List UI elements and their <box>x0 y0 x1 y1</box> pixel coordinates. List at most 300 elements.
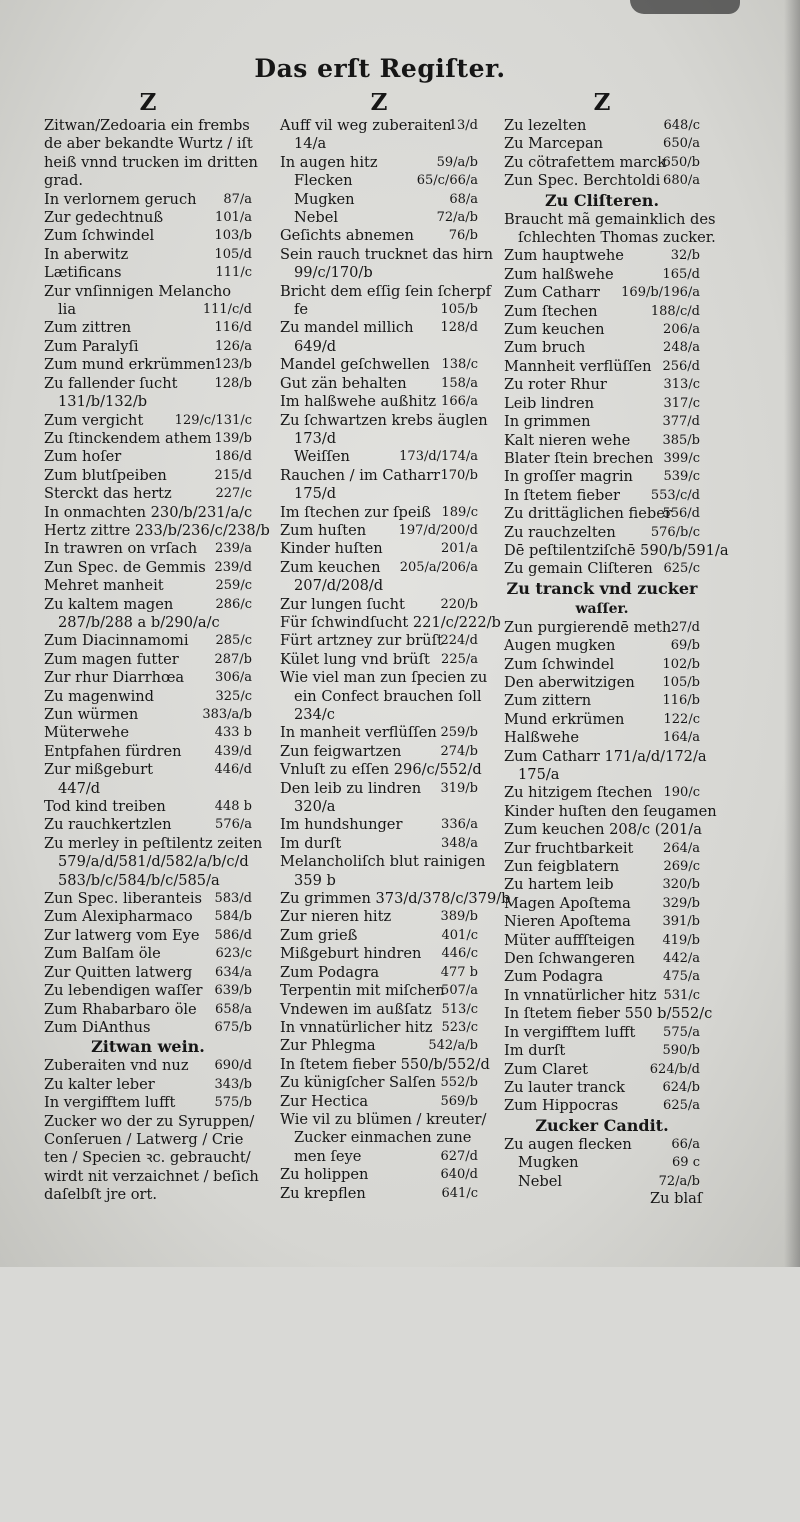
entry-text: Lætificans <box>44 264 122 282</box>
index-entry <box>44 596 252 614</box>
index-entry <box>280 982 478 1000</box>
page-reference: 624/b/d <box>649 1061 700 1077</box>
page-reference: 224/d <box>440 633 478 649</box>
page-reference: 76/b <box>448 228 478 244</box>
entry-text: Zu kalter leber <box>44 1075 155 1093</box>
page-reference: 129/c/131/c <box>174 412 252 428</box>
index-entry <box>280 687 482 706</box>
index-entry <box>504 413 700 431</box>
entry-text: Mugken <box>294 190 355 208</box>
index-entry <box>280 209 478 227</box>
page-reference: 539/c <box>663 469 700 485</box>
entry-text: Zu Marcepan <box>504 135 604 153</box>
page-reference: 169/b/196/a <box>621 285 700 301</box>
page-reference: 639/b <box>214 983 252 999</box>
entry-text: In grimmen <box>504 413 591 431</box>
index-entry <box>44 761 252 779</box>
entry-text: Zu rauchzelten <box>504 523 616 541</box>
page-reference: 343/b <box>214 1076 252 1092</box>
entry-text: Zum bruch <box>504 339 586 357</box>
page-reference: 391/b <box>662 914 700 930</box>
page-reference: 553/c/d <box>650 487 700 503</box>
page-reference: 575/a <box>663 1024 700 1040</box>
index-entry <box>504 1154 700 1172</box>
index-entry <box>504 247 700 265</box>
entry-text: Mannheit verflüſſen <box>504 357 652 375</box>
page-reference: 442/a <box>663 951 700 967</box>
entry-text: Zuberaiten vnd nuz <box>44 1057 189 1075</box>
index-entry <box>44 338 252 356</box>
index-entry <box>280 264 478 282</box>
page-reference: 105/b <box>440 302 478 318</box>
entry-text: Zun Spec. de Gemmis <box>44 558 206 576</box>
page-reference: 186/d <box>214 449 252 465</box>
index-entry <box>504 802 717 821</box>
page-reference: 189/c <box>441 504 478 520</box>
page-reference: 523/c <box>441 1019 478 1035</box>
index-entry <box>280 319 478 337</box>
subheading-cliſteren: Zu Cliſteren. <box>544 190 660 210</box>
page-reference: 590/b <box>662 1043 700 1059</box>
entry-text: 175/d <box>294 485 337 503</box>
index-entry <box>280 1148 478 1166</box>
entry-text: In ſtetem fieber <box>504 486 621 504</box>
index-entry <box>280 596 478 614</box>
entry-text: Wie vil zu blümen / kreuter/ <box>280 1110 487 1128</box>
entry-text: Zum keuchen 208/c (201/a <box>504 821 702 839</box>
entry-text: Zum Diacinnamomi <box>44 632 189 650</box>
entry-text: Zum keuchen <box>280 558 381 576</box>
index-entry <box>280 430 478 448</box>
entry-text: Vnluſt zu eſſen 296/c/552/d <box>280 761 482 779</box>
page-reference: 190/c <box>663 785 700 801</box>
page-reference: 624/b <box>662 1079 700 1095</box>
index-entry <box>504 154 700 172</box>
entry-text: lia <box>58 301 77 319</box>
entry-text: 649/d <box>294 337 337 355</box>
entry-text: 579/a/d/581/d/582/a/b/c/d <box>58 853 249 871</box>
entry-text: men ſeye <box>294 1147 362 1165</box>
index-entry <box>280 448 478 466</box>
page-reference: 513/c <box>441 1001 478 1017</box>
entry-text: Geſichts abnemen <box>280 227 414 245</box>
entry-text: Kinder huſten den ſeugamen <box>504 802 717 820</box>
index-entry <box>280 1074 478 1092</box>
index-entry <box>44 927 252 945</box>
entry-text: Zur nieren hitz <box>280 908 392 926</box>
entry-text: Zun feigblatern <box>504 858 620 876</box>
entry-text: Fürt artzney zur brüſt <box>280 632 443 650</box>
entry-text: Zum ſtechen <box>504 302 598 320</box>
page-reference: 65/c/66/a <box>416 173 478 189</box>
entry-text: Zu lezelten <box>504 117 587 134</box>
index-entry <box>504 950 700 968</box>
index-entry <box>280 780 478 798</box>
index-entry <box>44 890 252 908</box>
index-entry <box>280 1019 478 1037</box>
page-reference: 264/a <box>663 840 700 856</box>
entry-text: Müterwehe <box>44 724 129 742</box>
page-reference: 320/b <box>662 877 700 893</box>
index-entry <box>44 669 252 687</box>
index-entry <box>280 504 478 522</box>
entry-text: Zum Claret <box>504 1060 589 1078</box>
entry-zitwan-intro <box>44 117 258 191</box>
index-entry <box>44 945 252 963</box>
entry-text: Zum Balſam öle <box>44 945 161 963</box>
entry-text: Weiſſen <box>294 448 350 466</box>
index-entry <box>280 890 511 908</box>
entry-text: Zum zittren <box>44 319 132 337</box>
page-reference: 401/c <box>441 927 478 943</box>
index-entry <box>504 117 700 135</box>
page-reference: 313/c <box>663 377 700 393</box>
page-reference: 66/a <box>671 1136 700 1152</box>
index-entry <box>504 541 729 560</box>
entry-text: Zur mißgeburt <box>44 761 153 779</box>
index-entry <box>504 524 700 542</box>
entry-line: de aber bekandte Wurtz / iſt <box>44 135 253 153</box>
page-reference: 584/b <box>214 909 252 925</box>
index-entry <box>504 339 700 357</box>
index-entry <box>504 858 700 876</box>
entry-text: 207/d/208/d <box>294 577 384 595</box>
index-entry <box>280 798 478 816</box>
index-entry <box>280 669 488 687</box>
entry-text: Mugken <box>518 1154 579 1172</box>
page-reference: 329/b <box>662 895 700 911</box>
page-reference: 583/d <box>214 891 252 907</box>
index-entry <box>280 1166 478 1184</box>
page-reference: 377/d <box>662 414 700 430</box>
index-entry <box>280 559 478 577</box>
page-edge-shadow <box>784 0 800 1267</box>
entry-text: Kalt nieren wehe <box>504 431 631 449</box>
page-reference: 101/a <box>215 210 252 226</box>
index-entry <box>280 816 478 834</box>
entry-text: In vnnatürlicher hitz <box>280 1018 433 1036</box>
index-entry <box>44 632 252 650</box>
entry-text: 447/d <box>58 779 101 797</box>
entry-text: Im halßwehe außhitz <box>280 393 437 411</box>
entry-text: Zur vnſinnigen Melancho <box>44 282 232 300</box>
entry-text: In groſſer magrin <box>504 468 633 486</box>
entry-text: 173/d <box>294 429 337 447</box>
index-entry <box>44 908 252 926</box>
index-entry <box>44 264 252 282</box>
entry-text: In ſtetem fieber 550/b/552/d <box>280 1055 490 1073</box>
page-reference: 239/a <box>215 541 252 557</box>
index-entry <box>280 485 478 503</box>
index-entry <box>44 834 263 853</box>
page-reference: 128/d <box>440 320 478 336</box>
index-entry <box>504 1024 700 1042</box>
index-entry <box>44 283 252 301</box>
entry-text: Zum hauptwehe <box>504 247 624 265</box>
entry-text: Mißgeburt hindren <box>280 945 422 963</box>
page-reference: 220/b <box>440 596 478 612</box>
entry-text: Zum hoſer <box>44 448 122 466</box>
index-entry <box>504 172 700 190</box>
index-entry <box>280 1037 478 1055</box>
entry-text: ſchlechten Thomas zucker. <box>518 229 716 247</box>
index-entry <box>280 964 478 982</box>
page-reference: 173/d/174/a <box>399 449 478 465</box>
index-entry <box>44 853 252 871</box>
page-reference: 105/b <box>662 674 700 690</box>
entry-text: Nebel <box>518 1172 563 1190</box>
index-entry <box>280 927 478 945</box>
page-reference: 197/d/200/d <box>398 522 478 538</box>
index-entry <box>44 743 252 761</box>
page-reference: 680/a <box>663 173 700 189</box>
page-reference: 569/b <box>440 1093 478 1109</box>
page-reference: 206/a <box>663 322 700 338</box>
index-entry <box>280 154 478 172</box>
index-entry <box>280 1001 478 1019</box>
page-reference: 205/a/206/a <box>399 559 478 575</box>
page-reference: 248/a <box>663 340 700 356</box>
entry-text: In verlornem geruch <box>44 190 197 208</box>
page-reference: 188/c/d <box>650 303 700 319</box>
index-entry <box>504 692 700 710</box>
entry-text: ein Confect brauchen ſoll <box>294 687 482 705</box>
index-entry <box>44 412 252 430</box>
entry-text: Zur Quitten latwerg <box>44 963 193 981</box>
entry-text: Zur rhur Diarrhœa <box>44 669 185 687</box>
entry-text: Zum vergicht <box>44 411 144 429</box>
entry-text: Zu rauchkertzlen <box>44 816 172 834</box>
subheading-tranck-cont: waſſer. <box>575 600 629 617</box>
entry-text: Zum halßwehe <box>504 265 614 283</box>
index-entry <box>280 135 478 153</box>
entry-text: Zum grieß <box>280 926 358 944</box>
index-entry <box>44 780 252 798</box>
page-reference: 27/d <box>670 619 700 635</box>
index-entry <box>504 1042 700 1060</box>
page-reference: 383/a/b <box>202 707 252 722</box>
index-entry <box>280 853 486 871</box>
index-entry <box>280 227 478 245</box>
column-letter: Z <box>139 89 157 116</box>
page-reference: 287/b <box>214 651 252 667</box>
page-reference: 69/b <box>670 638 700 654</box>
index-entry <box>504 1136 700 1154</box>
index-entry <box>504 210 716 229</box>
entry-text: Zum blutſpeiben <box>44 466 167 484</box>
entry-text: Wie viel man zun ſpecien zu <box>280 669 488 687</box>
page-reference: 542/a/b <box>428 1038 478 1054</box>
page-reference: 102/b <box>662 656 700 672</box>
page-reference: 259/c <box>215 578 252 594</box>
index-entry <box>44 467 252 485</box>
page-reference: 575/b <box>214 1095 252 1111</box>
page-reference: 32/b <box>670 248 700 264</box>
page-reference: 446/c <box>441 946 478 962</box>
index-entry <box>280 1055 490 1074</box>
page-reference: 658/a <box>215 1001 252 1017</box>
page-reference: 72/a/b <box>658 1173 700 1189</box>
entry-text: Kinder huſten <box>280 540 383 558</box>
page-reference: 286/c <box>215 596 252 612</box>
register-column-left <box>44 89 270 1205</box>
index-entry <box>44 1019 252 1037</box>
page-reference: 433 b <box>214 725 252 741</box>
index-entry <box>504 821 700 839</box>
index-entry <box>280 411 488 430</box>
index-entry <box>44 356 252 374</box>
entry-text: Sein rauch trucknet das hirn <box>280 245 494 263</box>
index-entry <box>504 747 707 766</box>
entry-text: Braucht mã gemainklich des <box>504 210 716 228</box>
index-entry <box>44 209 252 227</box>
index-entry <box>44 577 252 595</box>
page-reference: 625/c <box>663 561 700 577</box>
entry-text: Zu fallender ſucht <box>44 374 178 392</box>
page-reference: 225/a <box>441 651 478 667</box>
page-reference: 475/a <box>663 969 700 985</box>
page-reference: 641/c <box>441 1185 478 1201</box>
index-entry <box>280 743 478 761</box>
entry-text: Zur Phlegma <box>280 1037 376 1055</box>
index-entry <box>44 319 252 337</box>
index-entry <box>44 724 252 742</box>
page-reference: 103/b <box>214 228 252 244</box>
index-entry <box>44 227 252 245</box>
entry-text: Zur fruchtbarkeit <box>504 839 634 857</box>
entry-line: heiß vnnd trucken im dritten <box>44 153 258 171</box>
entry-text: Zum Paralyſi <box>44 337 139 355</box>
index-entry <box>280 540 478 558</box>
index-entry <box>44 1076 252 1094</box>
index-entry <box>280 301 478 319</box>
entry-text: Zur latwerg vom Eye <box>44 926 200 944</box>
page-reference: 306/a <box>215 670 252 686</box>
entry-text: Zu mandel millich <box>280 319 414 337</box>
entry-text: Zu grimmen 373/d/378/c/379/b <box>280 890 511 908</box>
entry-text: Mund erkrümen <box>504 710 625 728</box>
index-entry <box>504 1097 700 1115</box>
entry-line: Zitwan/Zedoaria ein frembs <box>44 117 250 134</box>
entry-text: Auff vil weg zuberaiten <box>280 117 452 134</box>
entry-text: Zum DiAnthus <box>44 1018 151 1036</box>
page-reference: 625/a <box>663 1098 700 1114</box>
index-entry <box>44 982 252 1000</box>
entry-text: Zum Rhabarbaro öle <box>44 1000 197 1018</box>
page-reference: 576/a <box>215 817 252 833</box>
index-entry <box>44 614 252 632</box>
page-reference: 128/b <box>214 375 252 391</box>
index-entry <box>504 784 700 802</box>
page-reference: 640/d <box>440 1167 478 1183</box>
index-entry <box>44 559 252 577</box>
index-entry <box>280 632 478 650</box>
catchword: Zu blaſ <box>650 1190 703 1207</box>
page-reference: 389/b <box>440 909 478 925</box>
index-entry <box>44 798 252 816</box>
entry-text: Leib lindren <box>504 394 595 412</box>
index-entry <box>44 1094 252 1112</box>
entry-text: Im ſtechen zur ſpeiß <box>280 503 431 521</box>
column-letter: Z <box>370 89 388 116</box>
entry-text: Den leib zu lindren <box>280 779 422 797</box>
entry-text: In aberwitz <box>44 245 129 263</box>
entry-text: 320/a <box>294 798 336 816</box>
index-entry <box>504 619 700 637</box>
page-reference: 531/c <box>663 987 700 1003</box>
entry-line: ten / Specien ꝛc. gebraucht/ <box>44 1149 251 1167</box>
entry-text: Melancholiſch blut rainigen <box>280 853 486 871</box>
entry-text: Zu ſchwartzen krebs äuglen <box>280 411 488 429</box>
page-reference: 158/a <box>441 375 478 391</box>
index-entry <box>504 711 700 729</box>
page-reference: 68/a <box>449 191 478 207</box>
entry-text: Bricht dem eſſig ſein ſcherpf <box>280 282 492 300</box>
entry-text: Mandel geſchwellen <box>280 356 430 374</box>
entry-text: Entpfahen fürdren <box>44 742 182 760</box>
index-entry <box>504 560 700 578</box>
index-entry <box>280 1129 478 1147</box>
entry-text: Zum mund erkrümmen <box>44 356 216 374</box>
page-reference: 325/c <box>215 688 252 704</box>
entry-text: Zu magenwind <box>44 687 154 705</box>
page-reference: 239/d <box>214 559 252 575</box>
index-entry <box>504 1061 700 1079</box>
page-reference: 111/c <box>215 265 252 281</box>
entry-text: Im hundshunger <box>280 816 403 834</box>
page-reference: 201/a <box>441 541 478 557</box>
index-entry <box>504 376 700 394</box>
page-reference: 623/c <box>215 946 252 962</box>
index-entry <box>504 674 700 692</box>
entry-text: In vergifftem lufft <box>504 1023 636 1041</box>
entry-text: Kület lung vnd brüſt <box>280 650 430 668</box>
index-entry <box>280 393 478 411</box>
index-entry <box>504 1005 713 1023</box>
index-entry <box>504 1079 700 1097</box>
index-entry <box>44 872 252 890</box>
page-reference: 399/c <box>663 450 700 466</box>
index-entry <box>504 876 700 894</box>
index-entry <box>280 467 478 485</box>
entry-text: Zu augen flecken <box>504 1135 632 1153</box>
entry-text: Zur gedechtnuß <box>44 209 164 227</box>
page-reference: 319/b <box>440 780 478 796</box>
entry-text: Zum Podagra <box>280 963 380 981</box>
index-entry <box>44 816 252 834</box>
entry-text: Zun Spec. liberanteis <box>44 890 203 908</box>
entry-text: fe <box>294 301 309 319</box>
index-entry <box>280 375 478 393</box>
entry-text: Sterckt das hertz <box>44 485 172 503</box>
subheading-zitwan-wein: Zitwan wein. <box>91 1037 205 1057</box>
entry-text: Zum huſten <box>280 521 367 539</box>
index-entry <box>280 191 478 209</box>
entry-text: Im durſt <box>280 834 342 852</box>
page-reference: 122/c <box>663 711 700 727</box>
index-entry <box>44 375 252 393</box>
entry-text: Müter auffſteigen <box>504 931 635 949</box>
index-entry <box>504 432 700 450</box>
entry-text: Nebel <box>294 209 339 227</box>
page-reference: 274/b <box>440 743 478 759</box>
index-entry <box>44 540 252 558</box>
entry-text: Zum Podagra <box>504 968 604 986</box>
entry-text: Zu lauter tranck <box>504 1078 626 1096</box>
index-entry <box>504 729 700 747</box>
entry-text: Zun Spec. Berchtoldi <box>504 172 661 190</box>
index-entry <box>44 485 252 503</box>
